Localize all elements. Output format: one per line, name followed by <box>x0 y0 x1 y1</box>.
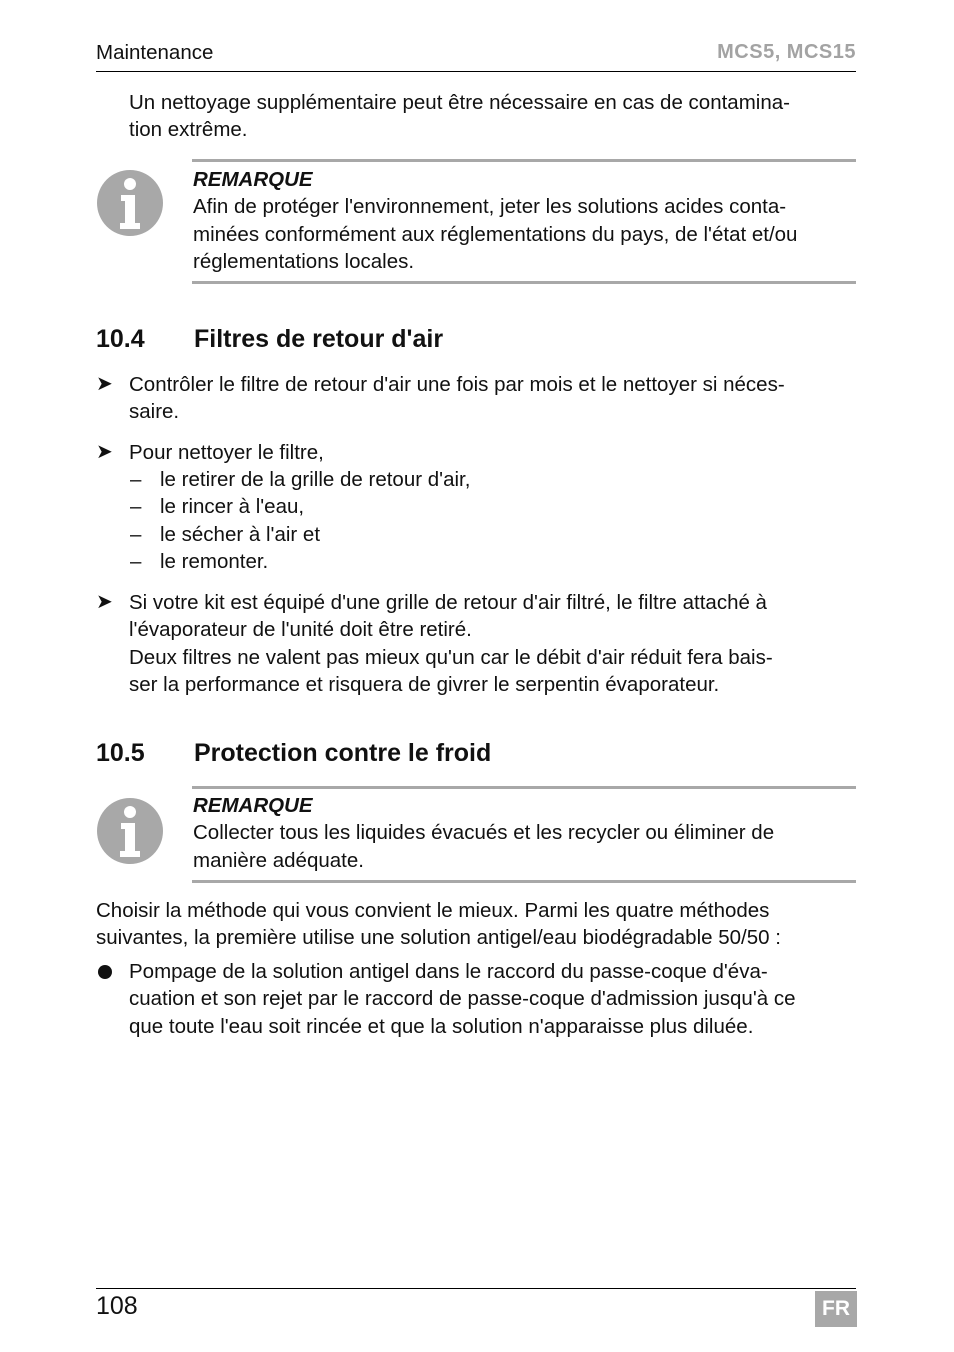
section-number: 10.4 <box>96 325 145 353</box>
step-line: saire. <box>129 400 180 424</box>
paragraph-line: Choisir la méthode qui vous convient le mieux. Parmi les quatre méthodes <box>96 899 770 922</box>
step-item <box>129 439 324 466</box>
step-line: Contrôler le filtre de retour d'air une fois par mois et le nettoyer si néces- <box>129 373 785 396</box>
sub-item: le sécher à l'air et <box>160 523 321 546</box>
step-line: Deux filtres ne valent pas mieux qu'un car le débit d'air réduit fera bais- <box>129 645 773 669</box>
paragraph-line: suivantes, la première utilise une solution antigel/eau biodégradable 50/50 : <box>96 926 781 950</box>
info-icon <box>96 797 164 865</box>
dash-icon: – <box>130 550 142 573</box>
step-item <box>129 371 785 426</box>
note-remarque <box>193 166 797 275</box>
header-section: Maintenance <box>96 41 214 64</box>
intro-line: tion extrême. <box>129 118 248 142</box>
method-paragraph <box>96 897 781 952</box>
info-icon <box>96 169 164 237</box>
note-remarque <box>193 792 774 874</box>
sub-item: le remonter. <box>160 550 269 573</box>
language-badge: FR <box>815 1291 857 1327</box>
dash-icon: – <box>130 468 142 491</box>
note-line: réglementations locales. <box>193 249 415 273</box>
section-title: Protection contre le froid <box>194 739 492 767</box>
dash-icon: – <box>130 495 142 518</box>
note-line: manière adéquate. <box>193 848 364 872</box>
sub-item: le rincer à l'eau, <box>160 495 305 518</box>
step-line: Pour nettoyer le filtre, <box>129 441 324 464</box>
bullet-item <box>129 958 796 1040</box>
arrow-bullet-icon: ➤ <box>96 441 113 463</box>
note-line: Afin de protéger l'environnement, jeter les solutions acides conta- <box>193 195 787 219</box>
section-number: 10.5 <box>96 739 145 767</box>
step-line: Si votre kit est équipé d'une grille de retour d'air filtré, le filtre attaché à <box>129 591 767 614</box>
round-bullet-icon <box>98 965 112 979</box>
intro-line: Un nettoyage supplémentaire peut être nécessaire en cas de contamina- <box>129 91 790 114</box>
arrow-bullet-icon: ➤ <box>96 591 113 613</box>
note-bottom-rule <box>192 880 856 883</box>
bullet-line: que toute l'eau soit rincée et que la solution n'apparaisse plus diluée. <box>129 1014 754 1038</box>
dash-icon: – <box>130 523 142 546</box>
note-line: Collecter tous les liquides évacués et les recycler ou éliminer de <box>193 821 775 845</box>
arrow-bullet-icon: ➤ <box>96 373 113 395</box>
bullet-line: cuation et son rejet par le raccord de passe-coque d'admission jusqu'à ce <box>129 987 796 1011</box>
intro-paragraph <box>129 89 790 144</box>
note-top-rule <box>192 786 856 789</box>
note-bottom-rule <box>192 281 856 284</box>
step-line: l'évaporateur de l'unité doit être retiré. <box>129 618 472 642</box>
header-model: MCS5, MCS15 <box>717 41 856 63</box>
note-title: REMARQUE <box>193 168 313 191</box>
note-line: minées conformément aux réglementations du pays, de l'état et/ou <box>193 222 798 246</box>
step-item <box>129 589 773 698</box>
note-top-rule <box>192 159 856 162</box>
section-title: Filtres de retour d'air <box>194 325 444 353</box>
footer-rule <box>96 1288 856 1289</box>
note-title: REMARQUE <box>193 794 313 817</box>
page-number: 108 <box>96 1292 138 1320</box>
sub-item: le retirer de la grille de retour d'air, <box>160 468 471 491</box>
step-line: ser la performance et risquera de givrer le serpentin évaporateur. <box>129 672 720 696</box>
header-rule <box>96 71 856 72</box>
bullet-line: Pompage de la solution antigel dans le raccord du passe-coque d'éva- <box>129 960 768 983</box>
